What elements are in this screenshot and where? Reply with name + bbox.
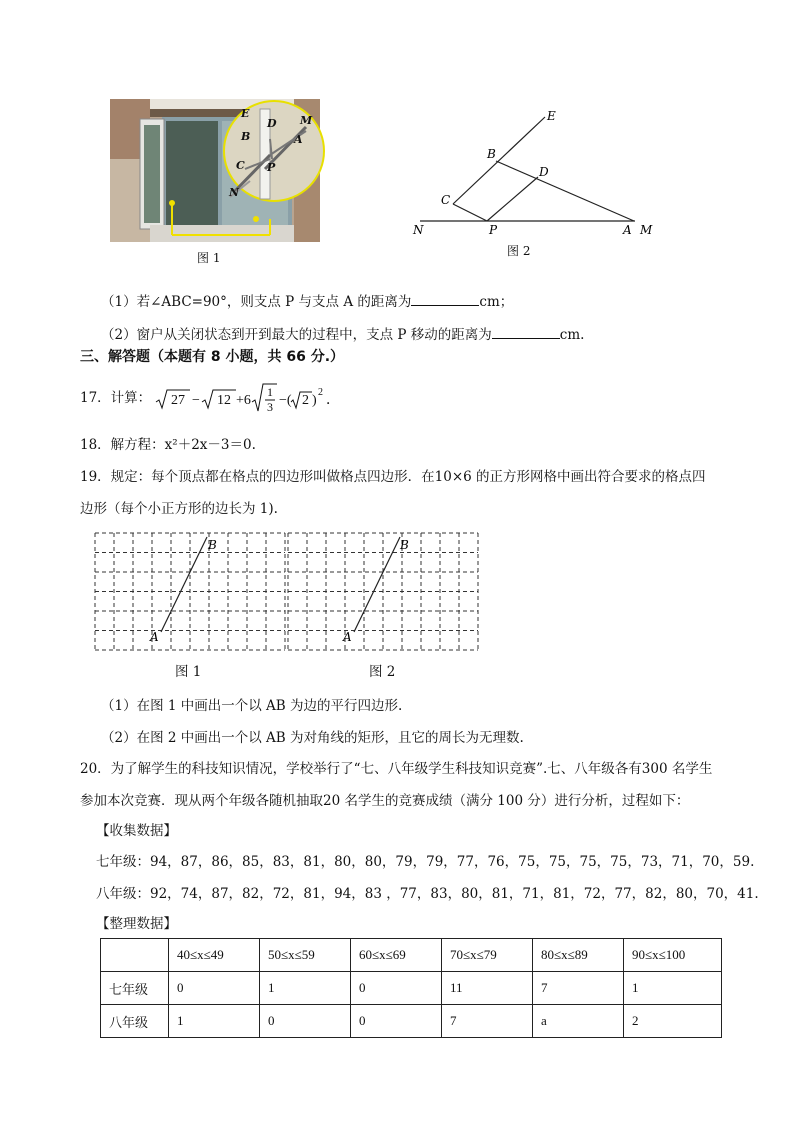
geometry-figure-2: [405, 100, 675, 260]
q16-part1: [101, 291, 513, 311]
fig2-caption: 图 2: [507, 244, 531, 258]
q17-exponent: 2: [318, 387, 323, 398]
q19-part1: （1）在图 1 中画出一个以 AB 为边的平行四边形.: [101, 698, 403, 714]
q17-close-paren: ): [312, 393, 317, 408]
q19-fig1-caption: 图 1: [175, 664, 202, 680]
fig2-label-M: M: [640, 223, 653, 237]
table-cell: 7: [442, 1005, 533, 1038]
table-header-cell: 40≤x≤49: [169, 939, 260, 972]
q17-frac-num: 1: [267, 385, 273, 399]
table-header-cell: 70≤x≤79: [442, 939, 533, 972]
grid1-segment-AB: [161, 537, 207, 632]
q19-fig2-caption: 图 2: [369, 664, 396, 680]
table-header-cell: 90≤x≤100: [624, 939, 722, 972]
q16-part2-answer-blank[interactable]: [492, 324, 560, 339]
q19-grids: [90, 528, 480, 653]
fig1-label-D: D: [267, 117, 277, 130]
grid2-label-A: A: [343, 630, 352, 644]
q20-collect-title: 【收集数据】: [96, 823, 177, 839]
table-cell: 7: [533, 972, 624, 1005]
q20-grade7-data: 七年级：94，87，86，85，83，81，80，80，79，79，77，76，75，75，75，75，73，71，70，59.: [96, 854, 755, 870]
table-cell: a: [533, 1005, 624, 1038]
table-row-label: 七年级: [101, 972, 169, 1005]
fig2-label-N: N: [413, 223, 424, 237]
table-header-cell: [101, 939, 169, 972]
q17-minus-2: −(: [279, 393, 292, 408]
table-row: [101, 1005, 722, 1038]
q17-end: ．: [326, 393, 340, 408]
q20-grade8-data: 八年级：92，74，87，82，72，81，94，83 ，77，83，80，81，71，81，72，77，82，80，70，41.: [96, 886, 759, 902]
fig2-label-A: A: [623, 223, 632, 237]
q17-prefix: 17．计算：: [80, 390, 152, 406]
grid1-label-B: B: [208, 538, 217, 552]
fig2-label-P: P: [489, 223, 498, 237]
section3-title: 三、解答题（本题有 8 小题，共 66 分.）: [80, 349, 345, 365]
q20-line2: 参加本次竞赛．现从两个年级各随机抽取20 名学生的竞赛成绩（满分 100 分）进行分析，过程如下：: [80, 793, 690, 809]
q20-line1: 20．为了解学生的科技知识情况，学校举行了“七、八年级学生科技知识竞赛”.七、八年级各有300 名学生: [80, 761, 713, 777]
table-header-cell: 80≤x≤89: [533, 939, 624, 972]
fig1-label-N: N: [229, 186, 240, 199]
q17-radicand-3: 2: [302, 393, 309, 408]
fig2-label-C: C: [441, 193, 451, 207]
q17: [80, 389, 151, 407]
grid2-label-B: B: [400, 538, 409, 552]
fig2-label-B: B: [487, 147, 496, 161]
q17-minus-1: −: [192, 393, 200, 408]
q16-part1-text: （1）若∠ABC=90°，则支点 P 与支点 A 的距离为: [101, 294, 412, 310]
q20-organize-title: 【整理数据】: [96, 916, 177, 932]
table-cell: 0: [351, 972, 442, 1005]
grid1-label-A: A: [150, 630, 159, 644]
q19-line1: 19．规定：每个顶点都在格点的四边形叫做格点四边形．在10×6 的正方形网格中画出符合要求的格点四: [80, 469, 706, 485]
table-header-cell: 60≤x≤69: [351, 939, 442, 972]
fig1-label-P: P: [267, 161, 276, 174]
q16-part2: [101, 324, 584, 344]
window-photo: [110, 99, 320, 242]
fig2-label-E: E: [547, 109, 556, 123]
fig1-label-C: C: [236, 159, 245, 172]
q17-frac-den: 3: [267, 400, 273, 414]
fig1-label-M: M: [300, 114, 313, 127]
q16-part1-answer-blank[interactable]: [411, 291, 479, 306]
fig1-label-A: A: [294, 133, 303, 146]
q16-part2-unit: cm.: [559, 327, 585, 343]
table-cell: 0: [351, 1005, 442, 1038]
q17-expression: [152, 378, 340, 418]
q17-radicand-2: 12: [217, 393, 231, 408]
fig1-caption: 图 1: [197, 251, 221, 265]
table-cell: 2: [624, 1005, 722, 1038]
table-cell: 1: [624, 972, 722, 1005]
grid2-segment-AB: [354, 537, 400, 632]
fig2-label-D: D: [539, 165, 549, 179]
q17-radicand-1: 27: [171, 393, 185, 408]
fig1-label-E: E: [241, 107, 250, 120]
table-cell: 0: [169, 972, 260, 1005]
table-row: [101, 972, 722, 1005]
q19-part2: （2）在图 2 中画出一个以 AB 为对角线的矩形，且它的周长为无理数.: [101, 730, 524, 746]
table-cell: 11: [442, 972, 533, 1005]
q20-frequency-table: [100, 938, 722, 1038]
table-header-row: [101, 939, 722, 972]
q19-line2: 边形（每个小正方形的边长为 1).: [80, 501, 278, 517]
q18: 18．解方程：x²＋2x－3＝0.: [80, 437, 256, 453]
table-header-cell: 50≤x≤59: [260, 939, 351, 972]
table-cell: 1: [260, 972, 351, 1005]
q19-grid-2: [288, 533, 478, 650]
q16-part1-unit: cm；: [479, 294, 514, 310]
q16-part2-text: （2）窗户从关闭状态到开到最大的过程中，支点 P 移动的距离为: [101, 327, 492, 343]
table-cell: 1: [169, 1005, 260, 1038]
fig1-label-B: B: [241, 130, 251, 143]
q19-grid-1: [95, 533, 285, 650]
table-row-label: 八年级: [101, 1005, 169, 1038]
table-cell: 0: [260, 1005, 351, 1038]
window-photo-drawing: [110, 99, 320, 242]
q17-plus-six: +6: [236, 393, 251, 408]
